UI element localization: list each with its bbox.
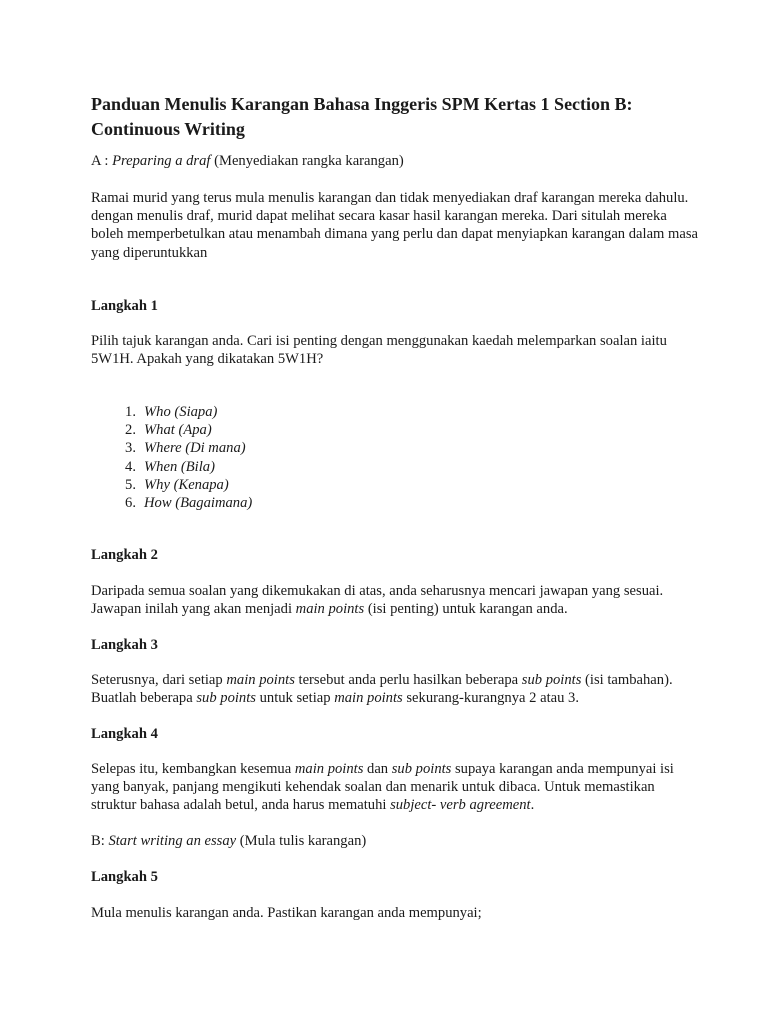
step-2-text: Daripada semua soalan yang dikemukakan di atas, anda seharusnya mencari jawapan yang sesuai. Jawapan inilah yang akan menjadi main points (isi penting) untuk karangan anda.: [91, 583, 664, 618]
list-item: 3. Where (Di mana): [125, 440, 246, 457]
section-b-heading: B: Start writing an essay (Mula tulis karangan): [91, 833, 367, 849]
step-1-heading: Langkah 1: [91, 298, 158, 314]
step-3-text: Seterusnya, dari setiap main points tersebut anda perlu hasilkan beberapa sub points (isi tambahan). Buatlah beberapa sub points untuk setiap main points sekurang-kurangnya 2 atau 3.: [91, 672, 673, 707]
list-item: 2. What (Apa): [125, 422, 212, 439]
step-1-text: Pilih tajuk karangan anda. Cari isi penting dengan menggunakan kaedah melemparkan soalan iaitu 5W1H. Apakah yang dikatakan 5W1H?: [91, 333, 667, 368]
title-line-1: Panduan Menulis Karangan Bahasa Inggeris SPM Kertas 1 Section B:: [91, 94, 633, 114]
step-3-heading: Langkah 3: [91, 637, 158, 653]
step-4-heading: Langkah 4: [91, 726, 158, 742]
list-item: 5. Why (Kenapa): [125, 476, 229, 493]
list-item: 4. When (Bila): [125, 458, 215, 475]
list-item: 6. How (Bagaimana): [125, 495, 253, 512]
document-title: [91, 92, 711, 142]
step-5-heading: Langkah 5: [91, 869, 158, 885]
step-4-text: Selepas itu, kembangkan kesemua main points dan sub points supaya karangan anda mempunyai isi yang banyak, panjang mengikuti kehendak soalan dan menarik untuk dibaca. Untuk memastikan struktur bahasa adalah betul, anda harus mematuhi subject- verb agreement.: [91, 761, 674, 814]
title-line-2: Continuous Writing: [91, 119, 245, 139]
section-a-heading: A : Preparing a draf (Menyediakan rangka karangan): [91, 153, 404, 169]
list-item: 1. Who (Siapa): [125, 404, 218, 420]
5w1h-list: [91, 403, 252, 512]
intro-paragraph: Ramai murid yang terus mula menulis karangan dan tidak menyediakan draf karangan mereka dahulu. dengan menulis draf, murid dapat melihat secara kasar hasil karangan mereka. Dari situlah mereka boleh memperbetulkan atau menambah dimana yang perlu dan dapat menyiapkan karangan dalam masa yang diperuntukkan: [91, 190, 699, 261]
step-5-text: Mula menulis karangan anda. Pastikan karangan anda mempunyai;: [91, 905, 482, 921]
step-2-heading: Langkah 2: [91, 547, 158, 563]
